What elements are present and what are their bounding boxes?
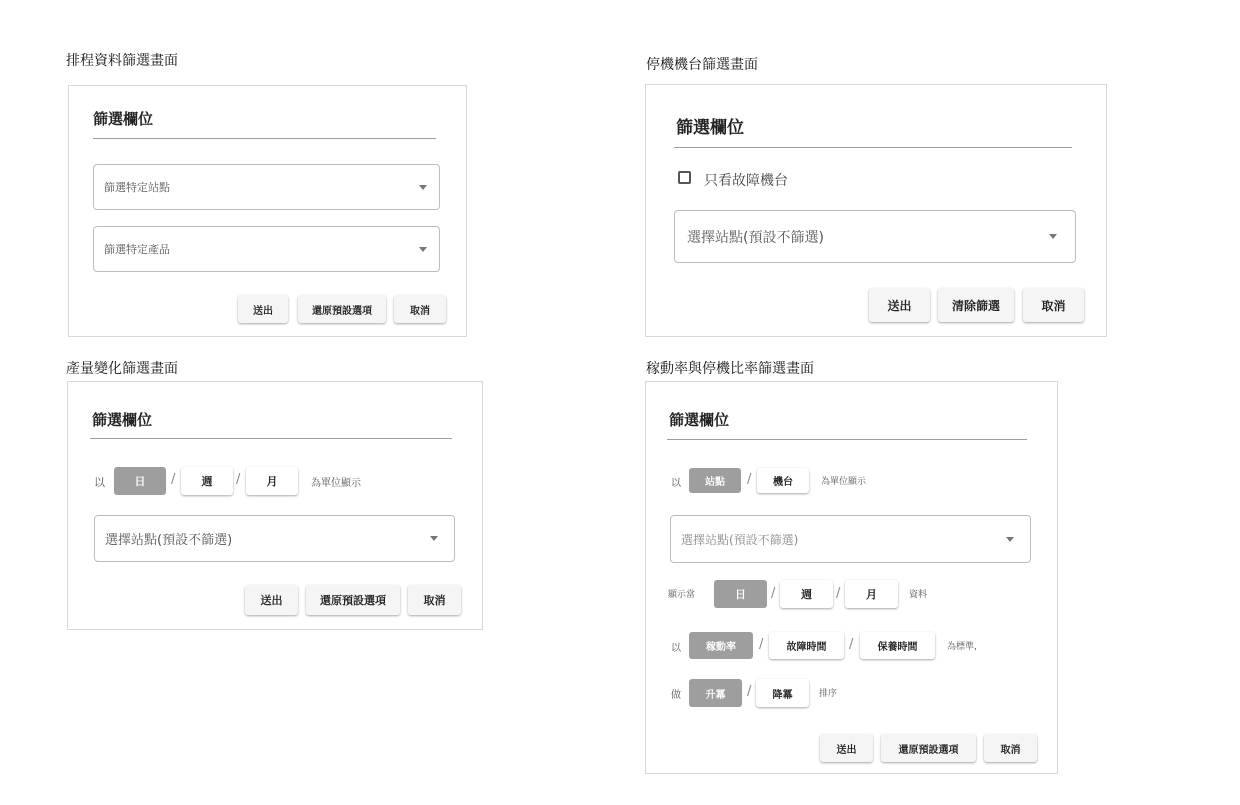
period-prefix: 顯示當 [668, 590, 696, 600]
cancel-button[interactable]: 取消 [408, 585, 461, 615]
divider [93, 138, 436, 139]
metric-prefix: 以 [671, 643, 681, 654]
period-month-toggle[interactable]: 月 [845, 580, 898, 608]
chevron-down-icon [419, 185, 427, 190]
cancel-button[interactable]: 取消 [394, 295, 446, 323]
utilization-filter-card [645, 381, 1058, 774]
card-title: 篩選欄位 [676, 118, 744, 138]
divider [667, 439, 1027, 440]
schedule-section-title: 排程資料篩選畫面 [66, 53, 178, 69]
submit-button[interactable]: 送出 [245, 585, 298, 615]
station-select[interactable] [93, 164, 440, 210]
utilization-section-title: 稼動率與停機比率篩選畫面 [646, 361, 814, 377]
separator: / [849, 637, 854, 652]
card-title: 篩選欄位 [669, 411, 730, 429]
restore-defaults-button[interactable]: 還原預設選項 [306, 585, 400, 615]
station-select[interactable] [94, 515, 455, 562]
separator: / [747, 472, 752, 487]
downtime-section-title: 停機機台篩選畫面 [646, 57, 758, 73]
card-title: 篩選欄位 [93, 110, 154, 128]
metric-suffix: 為標準， [947, 642, 984, 652]
chevron-down-icon [1049, 234, 1057, 239]
product-select[interactable] [93, 226, 440, 272]
group-machine-toggle[interactable]: 機台 [757, 468, 809, 493]
unit-month-toggle[interactable]: 月 [246, 467, 298, 495]
separator: / [236, 472, 241, 487]
station-select[interactable] [670, 515, 1031, 563]
product-select-placeholder: 篩選特定產品 [104, 243, 170, 256]
divider [674, 147, 1072, 148]
separator: / [171, 472, 176, 487]
output-section-title: 產量變化篩選畫面 [66, 361, 178, 377]
output-filter-card [67, 381, 483, 630]
chevron-down-icon [1006, 537, 1014, 542]
period-week-toggle[interactable]: 週 [780, 580, 833, 608]
clear-filter-button[interactable]: 清除篩選 [938, 288, 1014, 322]
downtime-filter-card [645, 84, 1107, 337]
period-day-toggle[interactable]: 日 [714, 580, 767, 608]
chevron-down-icon [430, 536, 438, 541]
unit-suffix: 為單位顯示 [311, 478, 361, 489]
divider [90, 438, 452, 439]
station-select[interactable] [674, 210, 1076, 263]
metric-utilization-toggle[interactable]: 稼動率 [689, 632, 753, 659]
restore-defaults-button[interactable]: 還原預設選項 [881, 734, 976, 762]
order-ascending-toggle[interactable]: 升冪 [689, 679, 742, 707]
unit-day-toggle[interactable]: 日 [114, 467, 166, 495]
cancel-button[interactable]: 取消 [1023, 288, 1084, 322]
order-prefix: 做 [671, 690, 681, 701]
chevron-down-icon [419, 247, 427, 252]
station-select-placeholder: 選擇站點(預設不篩選) [105, 533, 233, 548]
separator: / [759, 637, 764, 652]
restore-defaults-button[interactable]: 還原預設選項 [298, 295, 386, 323]
metric-maintenance-time-toggle[interactable]: 保養時間 [860, 632, 935, 659]
submit-button[interactable]: 送出 [820, 734, 873, 762]
order-suffix: 排序 [819, 689, 838, 699]
separator: / [747, 684, 752, 699]
only-faulty-checkbox[interactable] [678, 171, 691, 184]
cancel-button[interactable]: 取消 [984, 734, 1037, 762]
station-select-placeholder: 選擇站點(預設不篩選) [687, 229, 824, 246]
submit-button[interactable]: 送出 [238, 295, 288, 323]
only-faulty-label[interactable]: 只看故障機台 [704, 173, 788, 189]
unit-week-toggle[interactable]: 週 [181, 467, 233, 495]
schedule-filter-card [68, 85, 467, 337]
order-descending-toggle[interactable]: 降冪 [756, 679, 809, 707]
separator: / [771, 586, 776, 601]
group-prefix: 以 [671, 478, 681, 489]
station-select-placeholder: 篩選特定站點 [104, 181, 170, 194]
metric-failure-time-toggle[interactable]: 故障時間 [769, 632, 844, 659]
submit-button[interactable]: 送出 [869, 288, 930, 322]
group-station-toggle[interactable]: 站點 [689, 468, 741, 493]
separator: / [836, 586, 841, 601]
group-suffix: 為單位顯示 [821, 477, 867, 487]
station-select-placeholder: 選擇站點(預設不篩選) [681, 532, 799, 547]
unit-prefix: 以 [94, 476, 105, 489]
period-suffix: 資料 [909, 590, 928, 600]
card-title: 篩選欄位 [92, 411, 153, 429]
